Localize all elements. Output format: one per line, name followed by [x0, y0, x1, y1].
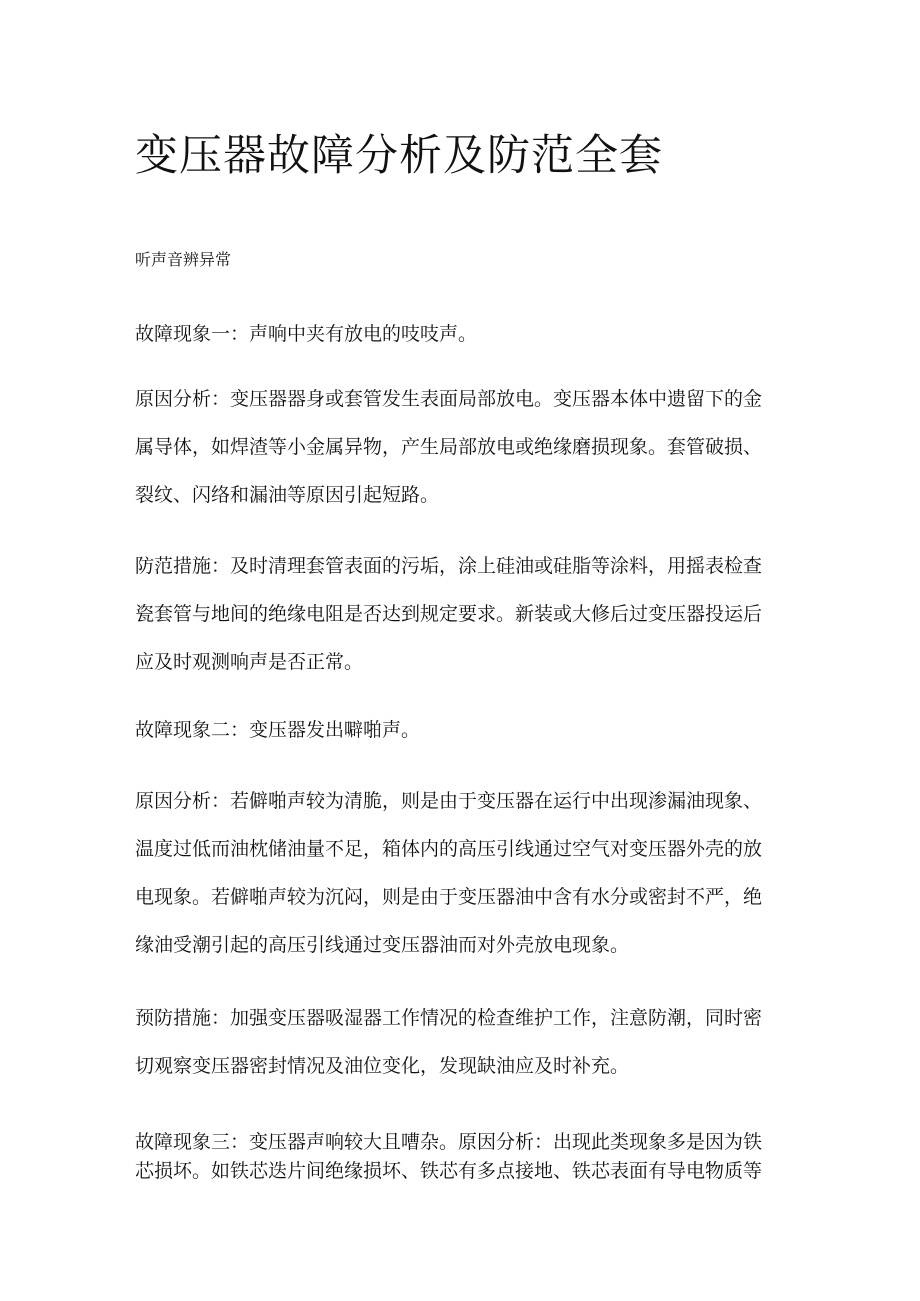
- text-line: 原因分析：变压器器身或套管发生表面局部放电。变压器本体中遗留下的金: [135, 388, 763, 410]
- text-line: 属导体，如焊渣等小金属异物，产生局部放电或绝缘磨损现象。套管破损、: [135, 436, 763, 458]
- text-line: 电现象。若僻啪声较为沉闷，则是由于变压器油中含有水分或密封不严，绝: [135, 886, 763, 908]
- text-line: 温度过低而油枕储油量不足，箱体内的高压引线通过空气对变压器外壳的放: [135, 838, 763, 860]
- text-line: 原因分析：若僻啪声较为清脆，则是由于变压器在运行中出现渗漏油现象、: [135, 790, 763, 812]
- text-line: 切观察变压器密封情况及油位变化，发现缺油应及时补充。: [135, 1055, 630, 1077]
- section-heading: 听声音辨异常: [135, 250, 232, 269]
- prevent-1-paragraph: [135, 542, 795, 686]
- text-line: 故障现象二：变压器发出噼啪声。: [135, 719, 421, 741]
- fault-3-paragraph: [135, 1128, 795, 1186]
- text-line: 芯损坏。如铁芯迭片间绝缘损坏、铁芯有多点接地、铁芯表面有导电物质等: [135, 1160, 763, 1182]
- document-title: 变压器故障分析及防范全套: [135, 131, 663, 181]
- text-line: 瓷套管与地间的绝缘电阻是否达到规定要求。新装或大修后过变压器投运后: [135, 603, 763, 625]
- text-line: 裂纹、闪络和漏油等原因引起短路。: [135, 484, 440, 506]
- fault-2-paragraph: [135, 706, 795, 754]
- text-line: 故障现象三：变压器声响较大且嘈杂。原因分析：出现此类现象多是因为铁: [135, 1131, 763, 1153]
- fault-1-paragraph: [135, 310, 795, 358]
- text-line: 应及时观测响声是否正常。: [135, 651, 364, 673]
- text-line: 缘油受潮引起的高压引线通过变压器油而对外壳放电现象。: [135, 934, 630, 956]
- text-line: 预防措施：加强变压器吸湿器工作情况的检查维护工作，注意防潮，同时密: [135, 1007, 763, 1029]
- text-line: 故障现象一：声响中夹有放电的吱吱声。: [135, 323, 478, 345]
- text-line: 防范措施：及时清理套管表面的污垢，涂上硅油或硅脂等涂料，用摇表检查: [135, 555, 763, 577]
- cause-1-paragraph: [135, 375, 795, 519]
- cause-2-paragraph: [135, 777, 795, 969]
- prevent-2-paragraph: [135, 994, 795, 1090]
